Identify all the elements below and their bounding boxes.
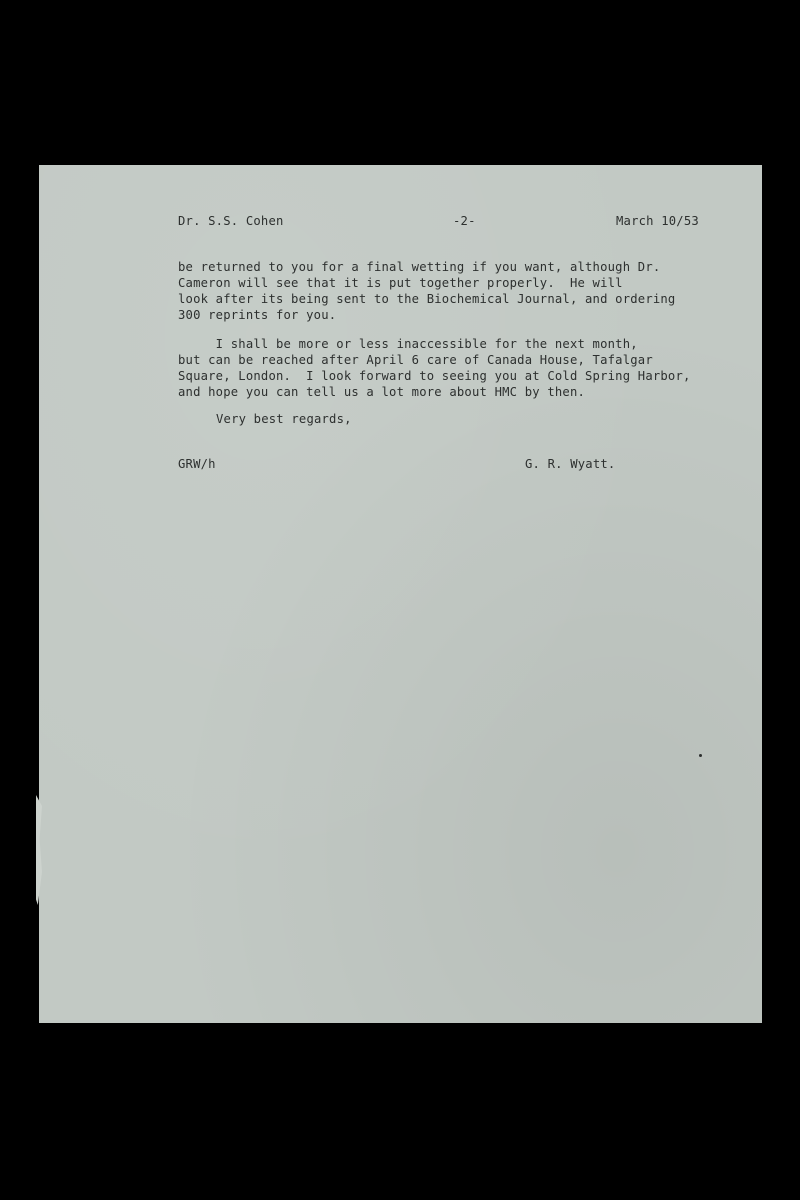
signature-name: G. R. Wyatt.: [525, 457, 616, 471]
ink-speck: [699, 754, 702, 757]
paragraph1-line: look after its being sent to the Biochemical Journal, and ordering: [178, 292, 676, 306]
paragraph2-line: Square, London. I look forward to seeing you at Cold Spring Harbor,: [178, 369, 691, 383]
paragraph2-line: and hope you can tell us a lot more about HMC by then.: [178, 385, 586, 399]
paragraph1-line: Cameron will see that it is put together properly. He will: [178, 276, 623, 290]
letter-page: [39, 165, 762, 1023]
page-number: -2-: [453, 214, 476, 228]
closing-salutation: Very best regards,: [216, 412, 352, 426]
paragraph1-line: be returned to you for a final wetting if you want, although Dr.: [178, 260, 661, 274]
paragraph1-line: 300 reprints for you.: [178, 308, 337, 322]
paper-tear-mark: [36, 795, 42, 905]
letter-date: March 10/53: [616, 214, 699, 228]
paragraph2-line: but can be reached after April 6 care of Canada House, Tafalgar: [178, 353, 653, 367]
recipient-name: Dr. S.S. Cohen: [178, 214, 284, 228]
typist-initials: GRW/h: [178, 457, 216, 471]
paragraph2-line: I shall be more or less inaccessible for the next month,: [178, 337, 638, 351]
